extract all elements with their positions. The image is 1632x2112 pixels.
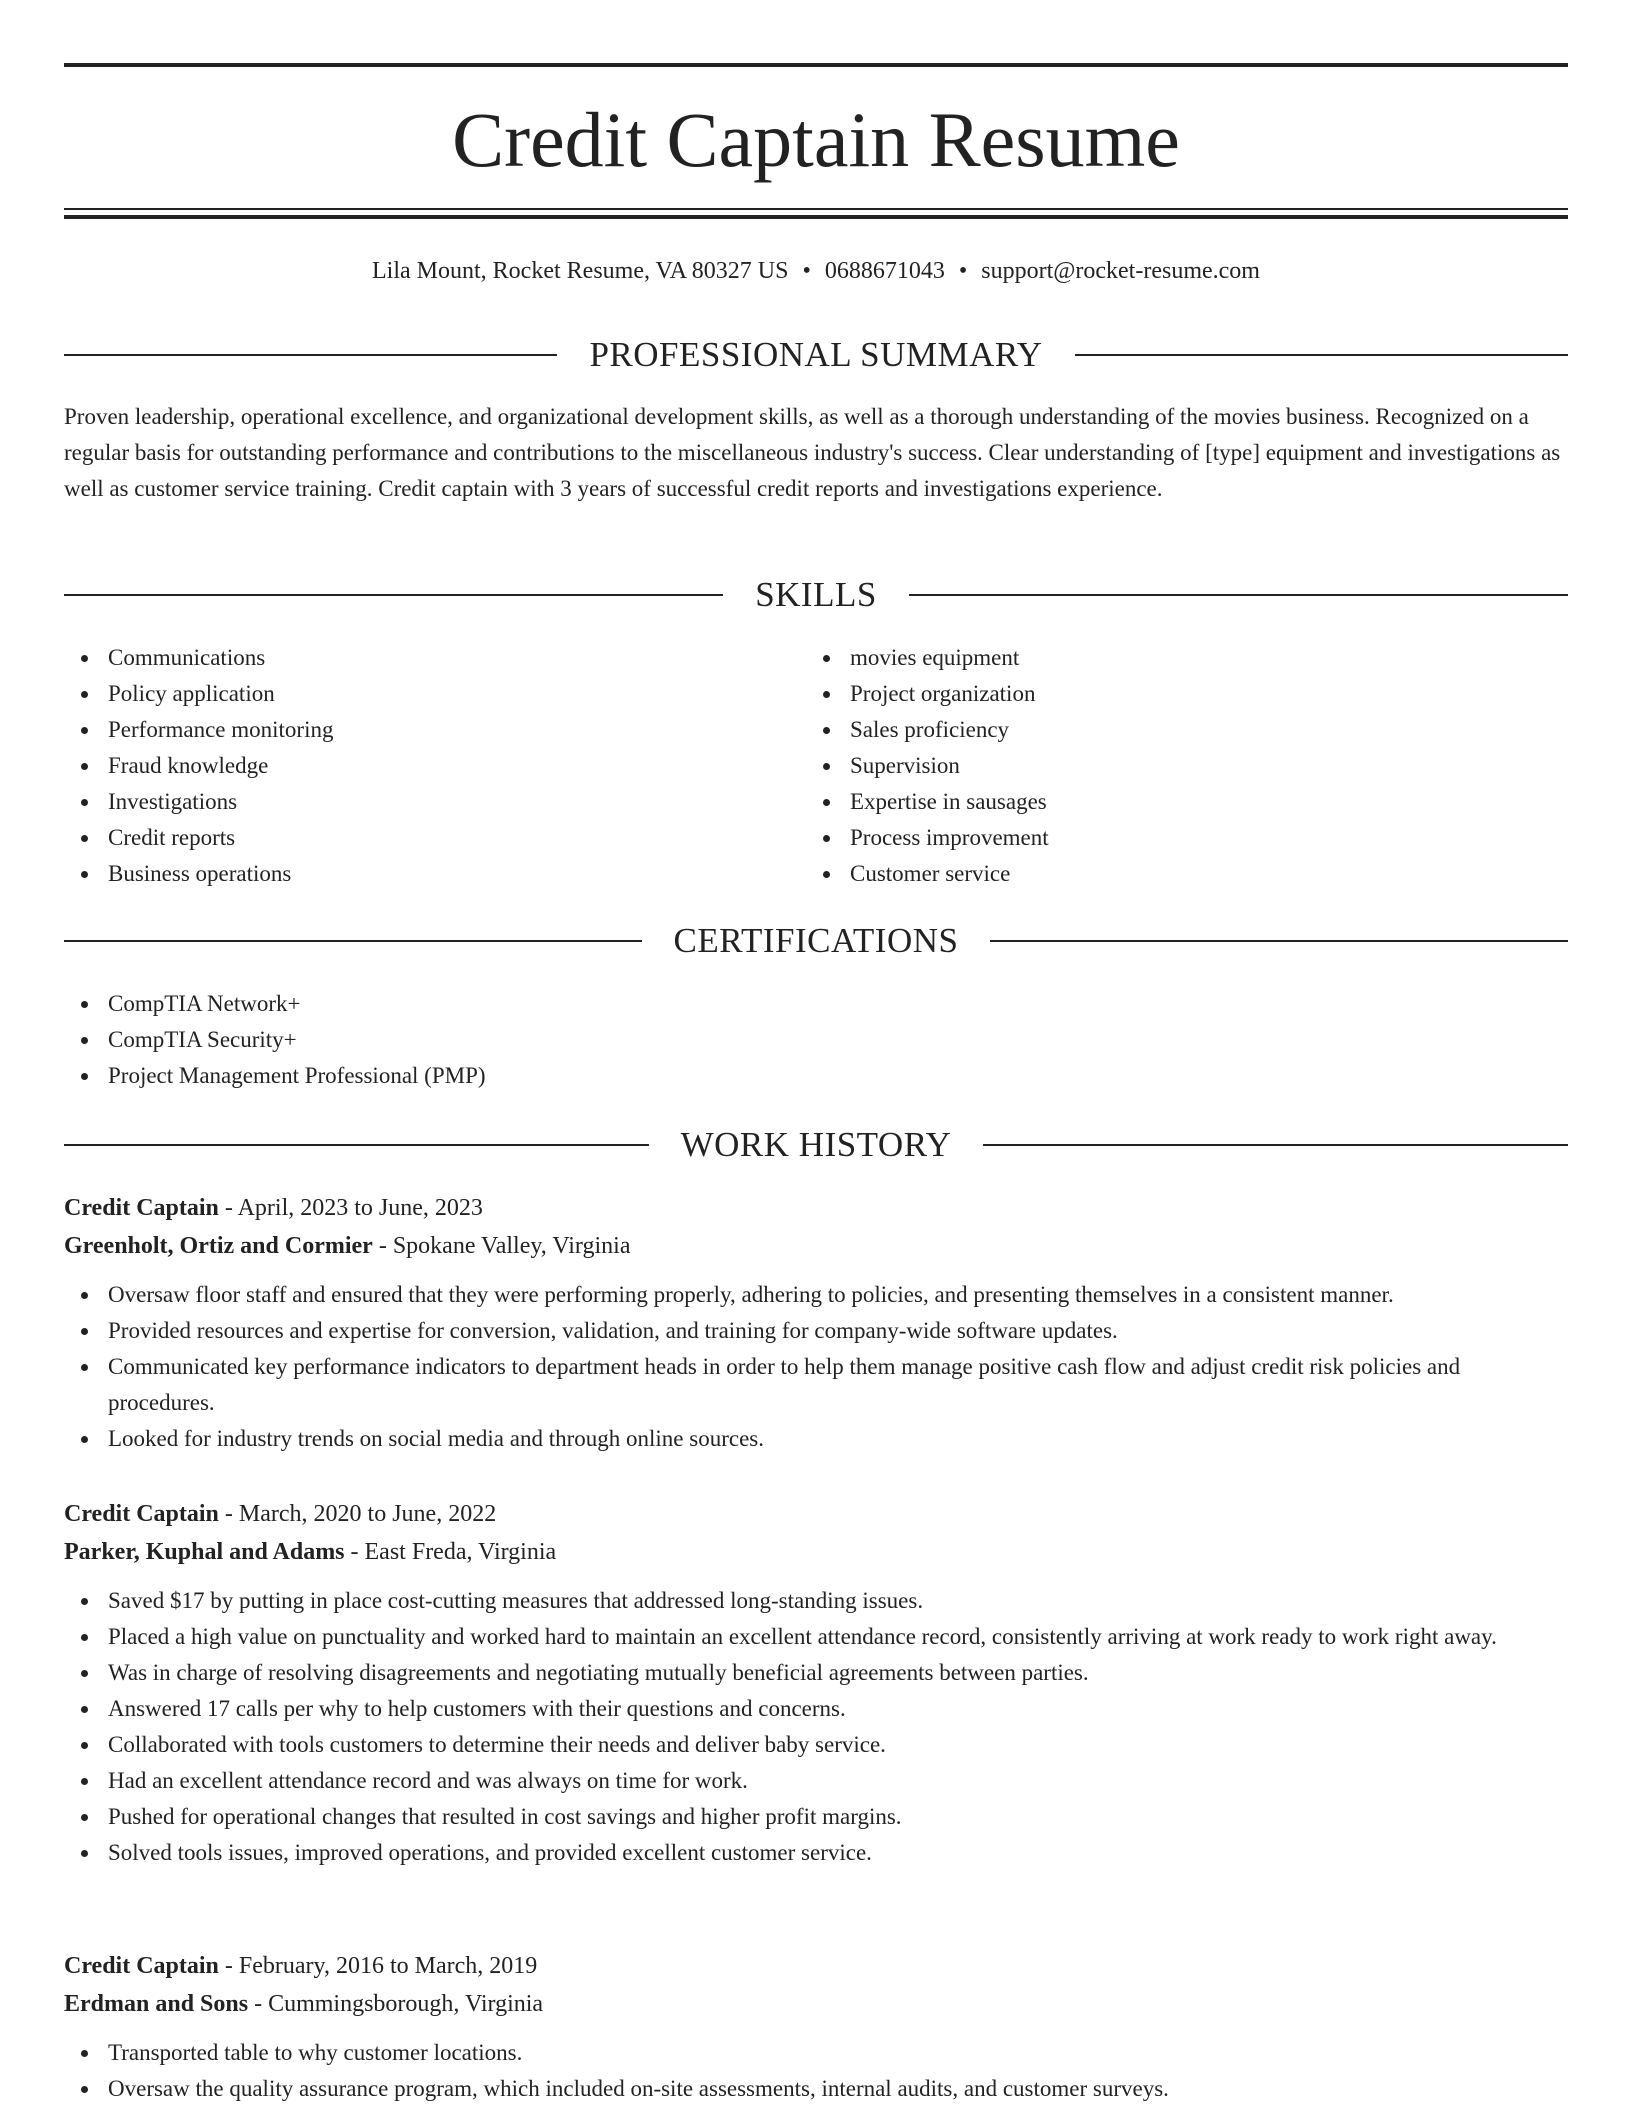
skills-list-right	[806, 640, 1546, 892]
heading-rule	[909, 594, 1568, 596]
skill-item: Credit reports	[64, 820, 804, 856]
job-entry	[64, 1495, 1568, 1871]
certification-item: CompTIA Security+	[64, 1022, 1568, 1058]
job-bullet: Saved $17 by putting in place cost-cutting measures that addressed long-standing issues.	[64, 1583, 1568, 1619]
job-location: - East Freda, Virginia	[344, 1539, 557, 1565]
heading-rule	[64, 594, 723, 596]
skill-item: Sales proficiency	[806, 712, 1546, 748]
job-dates: - February, 2016 to March, 2019	[218, 1953, 538, 1979]
heading-rule	[983, 1144, 1568, 1146]
job-role: Credit Captain	[64, 1195, 219, 1221]
job-role: Credit Captain	[64, 1953, 219, 1979]
skill-item: Policy application	[64, 676, 804, 712]
top-rule	[64, 63, 1568, 67]
job-bullet-list	[64, 1583, 1568, 1871]
job-company: Greenholt, Ortiz and Cormier	[64, 1233, 373, 1259]
job-bullet: Provided resources and expertise for conversion, validation, and training for company-wide software updates.	[64, 1313, 1568, 1349]
job-bullet: Had an excellent attendance record and was always on time for work.	[64, 1763, 1568, 1799]
job-bullet: Communicated key performance indicators to department heads in order to help them manage positive cash flow and adjust credit risk policies and procedures.	[64, 1349, 1568, 1421]
job-title-line	[64, 1947, 1568, 1985]
heading-rule	[1075, 354, 1568, 356]
skill-item: Supervision	[806, 748, 1546, 784]
job-bullet: Placed a high value on punctuality and worked hard to maintain an excellent attendance record, consistently arriving at work ready to work right away.	[64, 1619, 1568, 1655]
skill-item: Expertise in sausages	[806, 784, 1546, 820]
title-rule-thick	[64, 215, 1568, 219]
heading-rule	[64, 940, 642, 942]
skill-item: Business operations	[64, 856, 804, 892]
job-company: Erdman and Sons	[64, 1991, 249, 2017]
contact-phone: 0688671043	[824, 258, 945, 284]
job-bullet-list	[64, 1277, 1568, 1457]
summary-text: Proven leadership, operational excellence, and organizational development skills, as well as a thorough understanding of the movies business. Recognized on a regular basis for outstanding performance and contributions to the miscellaneous industry's success. Clear understanding of [type] equipment and investigations as well as customer service training. Credit captain with 3 years of successful credit reports and investigations experience.	[64, 404, 1561, 501]
job-bullet: Answered 17 calls per why to help customers with their questions and concerns.	[64, 1691, 1568, 1727]
job-location: - Spokane Valley, Virginia	[372, 1233, 631, 1259]
job-company: Parker, Kuphal and Adams	[64, 1539, 345, 1565]
certification-item: CompTIA Network+	[64, 986, 1568, 1022]
job-entry	[64, 1189, 1568, 1457]
contact-line	[64, 254, 1568, 288]
certification-item: Project Management Professional (PMP)	[64, 1058, 1568, 1094]
job-bullet: Looked for industry trends on social media and through online sources.	[64, 1421, 1568, 1457]
contact-address: Lila Mount, Rocket Resume, VA 80327 US	[372, 258, 789, 284]
contact-email: support@rocket-resume.com	[981, 258, 1260, 284]
job-bullet: Pushed for operational changes that resulted in cost savings and higher profit margins.	[64, 1799, 1568, 1835]
section-heading-work-history	[64, 1123, 1568, 1167]
section-heading-certifications	[64, 919, 1568, 963]
job-location: - Cummingsborough, Virginia	[248, 1991, 544, 2017]
skill-item: Project organization	[806, 676, 1546, 712]
job-bullet-list	[64, 2035, 1568, 2107]
job-title-line	[64, 1189, 1568, 1227]
certifications-list	[64, 986, 1568, 1094]
section-heading-label: WORK HISTORY	[680, 1125, 952, 1164]
job-bullet: Collaborated with tools customers to determine their needs and deliver baby service.	[64, 1727, 1568, 1763]
job-title-line	[64, 1495, 1568, 1533]
section-heading-summary	[64, 333, 1568, 377]
section-heading-label: CERTIFICATIONS	[673, 921, 959, 960]
skill-item: Process improvement	[806, 820, 1546, 856]
skills-list-left	[64, 640, 804, 892]
page-title: Credit Captain Resume	[452, 96, 1180, 183]
skill-item: Customer service	[806, 856, 1546, 892]
job-bullet: Oversaw floor staff and ensured that they were performing properly, adhering to policies, and presenting themselves in a consistent manner.	[64, 1277, 1568, 1313]
job-bullet: Oversaw the quality assurance program, which included on-site assessments, internal audits, and customer surveys.	[64, 2071, 1568, 2107]
job-dates: - March, 2020 to June, 2022	[218, 1501, 497, 1527]
skill-item: Fraud knowledge	[64, 748, 804, 784]
title-rule-thin	[64, 208, 1568, 210]
heading-rule	[990, 940, 1568, 942]
heading-rule	[64, 354, 557, 356]
job-bullet: Was in charge of resolving disagreements and negotiating mutually beneficial agreements between parties.	[64, 1655, 1568, 1691]
job-bullet: Transported table to why customer locations.	[64, 2035, 1568, 2071]
heading-rule	[64, 1144, 649, 1146]
contact-separator: •	[958, 258, 968, 284]
skill-item: Performance monitoring	[64, 712, 804, 748]
skill-item: Communications	[64, 640, 804, 676]
job-bullet: Solved tools issues, improved operations, and provided excellent customer service.	[64, 1835, 1568, 1871]
skill-item: movies equipment	[806, 640, 1546, 676]
job-company-line	[64, 1985, 1568, 2023]
job-role: Credit Captain	[64, 1501, 219, 1527]
skill-item: Investigations	[64, 784, 804, 820]
job-company-line	[64, 1533, 1568, 1571]
job-entry	[64, 1947, 1568, 2107]
section-heading-label: SKILLS	[755, 575, 877, 614]
job-company-line	[64, 1227, 1568, 1265]
job-dates: - April, 2023 to June, 2023	[218, 1195, 483, 1221]
contact-separator: •	[802, 258, 811, 284]
section-heading-label: PROFESSIONAL SUMMARY	[589, 335, 1043, 374]
section-heading-skills	[64, 573, 1568, 617]
